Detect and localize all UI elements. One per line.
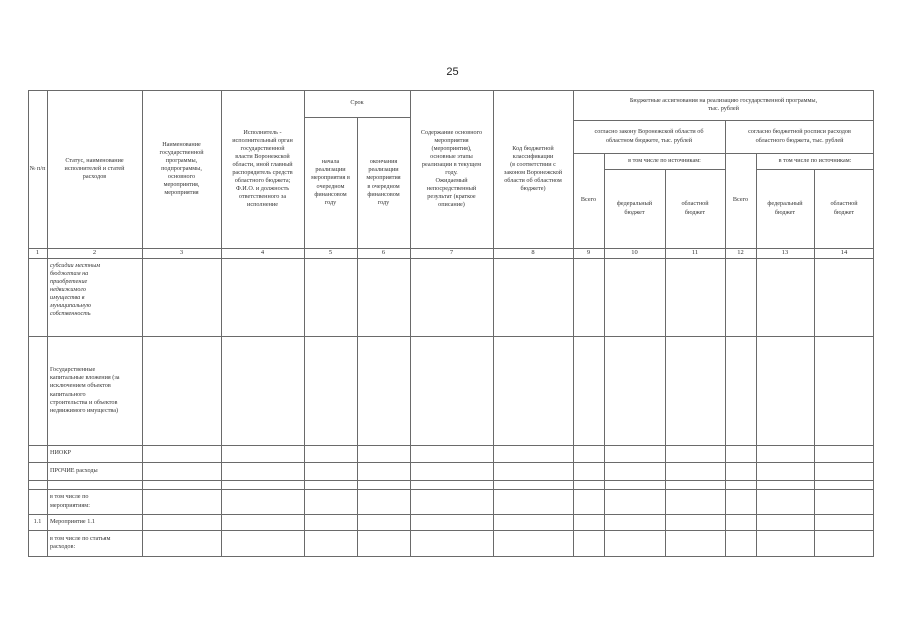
header-federal-law: федеральный бюджет — [616, 200, 653, 216]
row-activity-1-1-number: 1.1 — [33, 517, 42, 525]
row-line-4 — [28, 480, 874, 481]
column-number-2: 2 — [92, 248, 97, 256]
header-col-status: Статус, наименование исполнителей и статей расходов — [64, 156, 125, 181]
row-line-3 — [28, 462, 874, 463]
column-number-12: 12 — [737, 248, 744, 256]
header-federal-rosp: федеральный бюджет — [767, 200, 803, 216]
column-number-5: 5 — [328, 248, 333, 256]
header-law-group: согласно закону Воронежской области об областном бюджете, тыс. рублей — [594, 128, 704, 144]
header-col-kbk: Код бюджетной классификации (в соответствии с законом Воронежской области об областном бюджете) — [503, 144, 563, 193]
header-col-end: окончания реализации мероприятия в очередном финансовом году — [366, 158, 401, 206]
header-budget-group: Бюджетные ассигнования на реализацию государственной программы, тыс. рублей — [629, 96, 818, 112]
header-rosp-group: согласно бюджетной росписи расходов областного бюджета, тыс. рублей — [748, 128, 851, 144]
column-number-3: 3 — [179, 248, 184, 256]
row-by-items-label: в том числе по статьям расходов: — [50, 534, 111, 550]
header-vsego-law: Всего — [580, 196, 597, 204]
header-col-executor: Исполнитель - исполнительный орган государственной власти Воронежской области, иной главный распорядитель средств областного бюджета; Ф.И.О. и должность ответственного за исполнение — [232, 128, 293, 209]
row-capital-investments-label: Государственные капитальные вложения (за исключением объектов капитального строительства и объектов недвижимого имущества) — [50, 366, 120, 414]
header-regional-law: областной бюджет — [681, 200, 709, 216]
page-number: 25 — [446, 66, 459, 78]
header-sources-law: в том числе по источникам: — [628, 156, 701, 164]
row-niokr-label: НИОКР — [50, 449, 71, 457]
row-line-1 — [28, 336, 874, 337]
table-border-bottom — [28, 556, 874, 557]
row-line-6 — [28, 514, 874, 515]
column-number-8: 8 — [531, 248, 535, 256]
row-subsidies-label: субсидии местным бюджетам на приобретение недвижимого имущества в муниципальную собственность — [50, 262, 101, 318]
header-srok: Срок — [350, 99, 364, 107]
column-number-9: 9 — [586, 248, 591, 256]
header-col-num: № п/п — [29, 164, 46, 172]
row-line-7 — [28, 530, 874, 531]
numbers-bottom-line — [28, 258, 874, 259]
row-other-expenses-label: ПРОЧИЕ расходы — [50, 466, 98, 474]
header-col-start: начала реализации мероприятия в очередном финансовом году — [311, 158, 350, 206]
column-number-14: 14 — [840, 248, 848, 256]
column-number-11: 11 — [691, 248, 699, 256]
column-number-10: 10 — [631, 248, 638, 256]
row-by-activities-label: в том числе по мероприятиям: — [50, 493, 90, 509]
row-line-5 — [28, 489, 874, 490]
header-regional-rosp: областной бюджет — [830, 200, 858, 216]
header-sources-rosp: в том числе по источникам: — [778, 156, 852, 164]
column-number-1: 1 — [35, 248, 40, 256]
column-number-7: 7 — [449, 248, 454, 256]
header-col-program-name: Наименование государственной программы, подпрограммы, основного мероприятия, мероприятия — [159, 140, 204, 197]
column-number-13: 13 — [781, 248, 789, 256]
column-number-4: 4 — [260, 248, 265, 256]
header-col-content: Содержание основного мероприятия (мероприятия), основные этапы реализации в текущем году. Ожидаемый непосредственный результат (краткое описание) — [420, 128, 483, 209]
column-number-6: 6 — [381, 248, 386, 256]
header-vsego-rosp: Всего — [732, 196, 749, 204]
row-activity-1-1-label: Мероприятие 1.1 — [50, 517, 95, 525]
row-line-2 — [28, 445, 874, 446]
budget-table — [28, 90, 874, 556]
